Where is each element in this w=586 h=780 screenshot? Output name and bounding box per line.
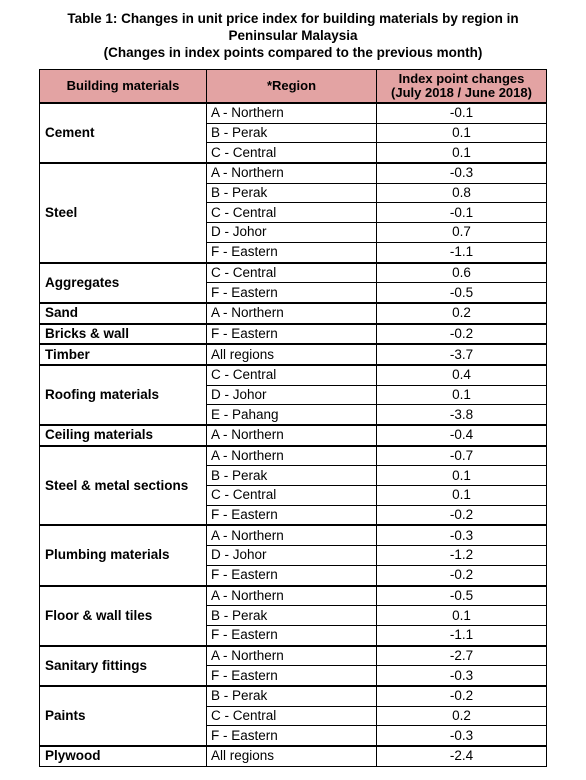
region-cell: D - Johor	[207, 223, 377, 243]
header-change-line-2: (July 2018 / June 2018)	[391, 85, 532, 100]
region-cell: D - Johor	[207, 385, 377, 405]
table-row	[40, 425, 547, 446]
table-row	[40, 446, 547, 466]
region-cell: C - Central	[207, 143, 377, 163]
index-change-cell: 0.7	[377, 223, 547, 243]
region-cell: B - Perak	[207, 686, 377, 706]
region-cell: C - Central	[207, 365, 377, 385]
region-cell: All regions	[207, 344, 377, 365]
caption-line-3: (Changes in index points compared to the previous month)	[103, 45, 483, 60]
table-row	[40, 324, 547, 345]
region-cell: E - Pahang	[207, 405, 377, 425]
caption-line-1: Table 1: Changes in unit price index for building materials by region in	[67, 11, 519, 26]
index-change-cell: 0.1	[377, 606, 547, 626]
region-cell: A - Northern	[207, 103, 377, 123]
region-cell: C - Central	[207, 706, 377, 726]
index-change-cell: -3.7	[377, 344, 547, 365]
index-change-cell: 0.1	[377, 466, 547, 486]
index-change-cell: 0.1	[377, 143, 547, 163]
index-change-cell: -0.2	[377, 565, 547, 585]
material-cell: Aggregates	[40, 263, 207, 303]
region-cell: F - Eastern	[207, 242, 377, 262]
region-cell: F - Eastern	[207, 726, 377, 746]
table-row	[40, 163, 547, 183]
table-row	[40, 103, 547, 123]
material-cell: Floor & wall tiles	[40, 586, 207, 646]
index-change-cell: 0.1	[377, 486, 547, 506]
region-cell: B - Perak	[207, 606, 377, 626]
material-cell: Bricks & wall	[40, 324, 207, 345]
index-change-cell: -1.2	[377, 546, 547, 566]
region-cell: C - Central	[207, 486, 377, 506]
region-cell: A - Northern	[207, 446, 377, 466]
region-cell: F - Eastern	[207, 625, 377, 645]
region-cell: A - Northern	[207, 525, 377, 545]
table-row	[40, 263, 547, 283]
table-caption	[0, 0, 586, 61]
material-cell: Timber	[40, 344, 207, 365]
material-cell: Steel	[40, 163, 207, 262]
table-row	[40, 303, 547, 324]
index-change-cell: 0.1	[377, 123, 547, 143]
header-change-line-1: Index point changes	[398, 71, 525, 86]
table-row	[40, 365, 547, 385]
region-cell: D - Johor	[207, 546, 377, 566]
index-change-cell: -0.1	[377, 203, 547, 223]
index-change-cell: 0.4	[377, 365, 547, 385]
index-change-cell: -0.7	[377, 446, 547, 466]
table-row	[40, 686, 547, 706]
table-row	[40, 746, 547, 766]
index-change-cell: -0.1	[377, 103, 547, 123]
index-change-cell: -0.4	[377, 425, 547, 446]
table-row	[40, 586, 547, 606]
region-cell: B - Perak	[207, 466, 377, 486]
index-change-cell: 0.2	[377, 706, 547, 726]
header-material: Building materials	[40, 70, 207, 104]
material-cell: Ceiling materials	[40, 425, 207, 446]
material-cell: Paints	[40, 686, 207, 746]
index-change-cell: -2.4	[377, 746, 547, 766]
region-cell: A - Northern	[207, 425, 377, 446]
header-index-change	[377, 70, 547, 104]
index-change-cell: -1.1	[377, 625, 547, 645]
material-cell: Sand	[40, 303, 207, 324]
index-change-cell: -0.5	[377, 586, 547, 606]
region-cell: All regions	[207, 746, 377, 766]
material-cell: Roofing materials	[40, 365, 207, 425]
index-change-cell: -0.3	[377, 525, 547, 545]
index-change-cell: 0.6	[377, 263, 547, 283]
index-change-cell: -2.7	[377, 646, 547, 666]
region-cell: F - Eastern	[207, 565, 377, 585]
index-change-cell: -0.3	[377, 666, 547, 686]
caption-line-2: Peninsular Malaysia	[228, 28, 358, 43]
index-change-cell: -3.8	[377, 405, 547, 425]
region-cell: B - Perak	[207, 183, 377, 203]
table-row	[40, 646, 547, 666]
table-header	[40, 70, 547, 104]
material-cell: Sanitary fittings	[40, 646, 207, 686]
index-change-cell: -0.2	[377, 505, 547, 525]
region-cell: C - Central	[207, 203, 377, 223]
material-cell: Plywood	[40, 746, 207, 766]
region-cell: C - Central	[207, 263, 377, 283]
region-cell: F - Eastern	[207, 324, 377, 345]
region-cell: F - Eastern	[207, 505, 377, 525]
region-cell: A - Northern	[207, 163, 377, 183]
table-row	[40, 344, 547, 365]
region-cell: B - Perak	[207, 123, 377, 143]
index-change-cell: -0.2	[377, 324, 547, 345]
index-change-cell: -0.3	[377, 726, 547, 746]
header-region: *Region	[207, 70, 377, 104]
index-change-cell: -0.2	[377, 686, 547, 706]
index-change-cell: -1.1	[377, 242, 547, 262]
material-cell: Steel & metal sections	[40, 446, 207, 526]
region-cell: F - Eastern	[207, 283, 377, 303]
index-change-cell: 0.8	[377, 183, 547, 203]
region-cell: A - Northern	[207, 586, 377, 606]
index-change-cell: -0.5	[377, 283, 547, 303]
region-cell: F - Eastern	[207, 666, 377, 686]
header-row	[40, 70, 547, 104]
region-cell: A - Northern	[207, 303, 377, 324]
index-change-cell: 0.2	[377, 303, 547, 324]
index-change-cell: -0.3	[377, 163, 547, 183]
index-change-cell: 0.1	[377, 385, 547, 405]
price-index-table	[39, 69, 547, 767]
table-row	[40, 525, 547, 545]
region-cell: A - Northern	[207, 646, 377, 666]
table-body	[40, 103, 547, 766]
material-cell: Cement	[40, 103, 207, 163]
material-cell: Plumbing materials	[40, 525, 207, 585]
